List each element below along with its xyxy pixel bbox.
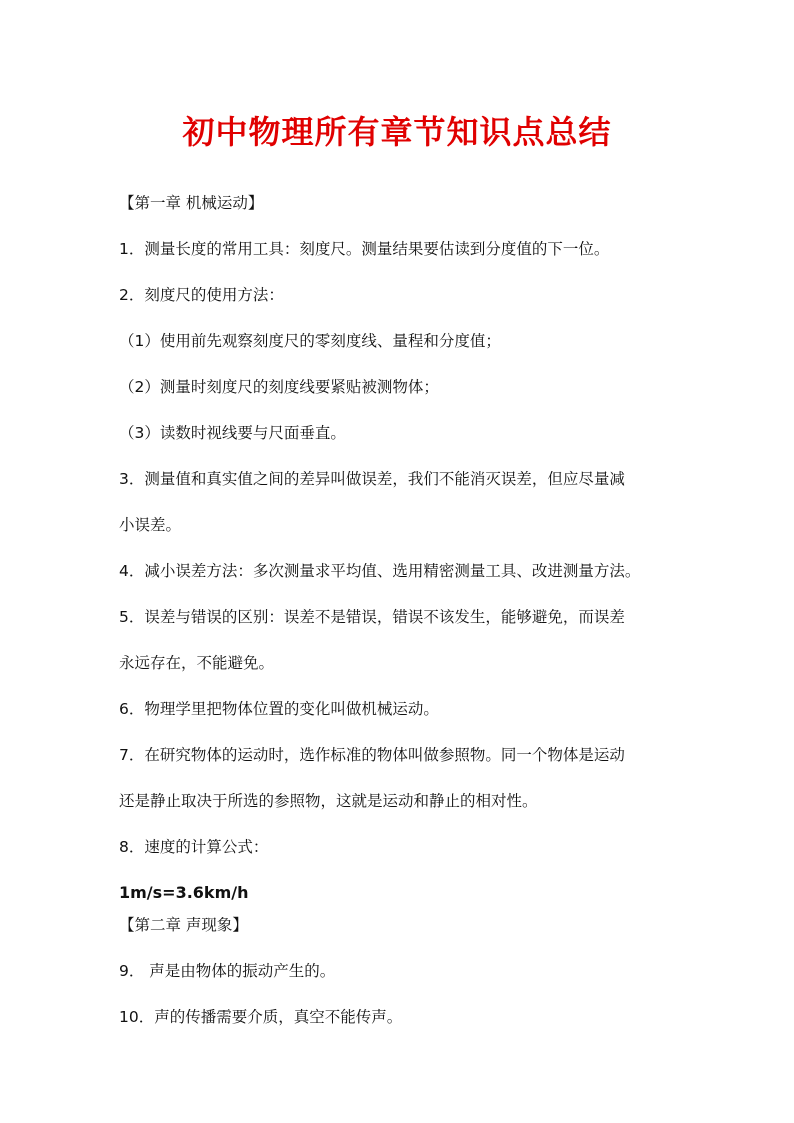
paragraph: （1）使用前先观察刻度尺的零刻度线、量程和分度值； [119, 332, 501, 350]
paragraph-continuation: 小误差。 [119, 516, 182, 534]
paragraph: 4．减小误差方法：多次测量求平均值、选用精密测量工具、改进测量方法。 [119, 562, 641, 580]
paragraph: 6．物理学里把物体位置的变化叫做机械运动。 [119, 700, 439, 718]
paragraph: 3．测量值和真实值之间的差异叫做误差，我们不能消灭误差，但应尽量减 [119, 470, 625, 488]
paragraph: （3）读数时视线要与尺面垂直。 [119, 424, 346, 442]
paragraph: 9． 声是由物体的振动产生的。 [119, 962, 336, 980]
paragraph-continuation: 还是静止取决于所选的参照物，这就是运动和静止的相对性。 [119, 792, 538, 810]
paragraph: 2．刻度尺的使用方法： [119, 286, 284, 304]
chapter-heading: 【第一章 机械运动】 [119, 194, 264, 212]
paragraph: 7．在研究物体的运动时，选作标准的物体叫做参照物。同一个物体是运动 [119, 746, 625, 764]
paragraph: 1．测量长度的常用工具：刻度尺。测量结果要估读到分度值的下一位。 [119, 240, 610, 258]
document-title: 初中物理所有章节知识点总结 [182, 113, 612, 151]
paragraph-continuation: 永远存在，不能避免。 [119, 654, 275, 672]
paragraph: 5．误差与错误的区别：误差不是错误，错误不该发生，能够避免，而误差 [119, 608, 625, 626]
formula-text: 1m/s=3.6km/h [119, 883, 249, 902]
paragraph: 10．声的传播需要介质，真空不能传声。 [119, 1008, 403, 1026]
chapter-heading: 【第二章 声现象】 [119, 916, 248, 934]
paragraph: 8．速度的计算公式： [119, 838, 269, 856]
document-body [119, 188, 679, 1032]
paragraph: （2）测量时刻度尺的刻度线要紧贴被测物体； [119, 378, 439, 396]
